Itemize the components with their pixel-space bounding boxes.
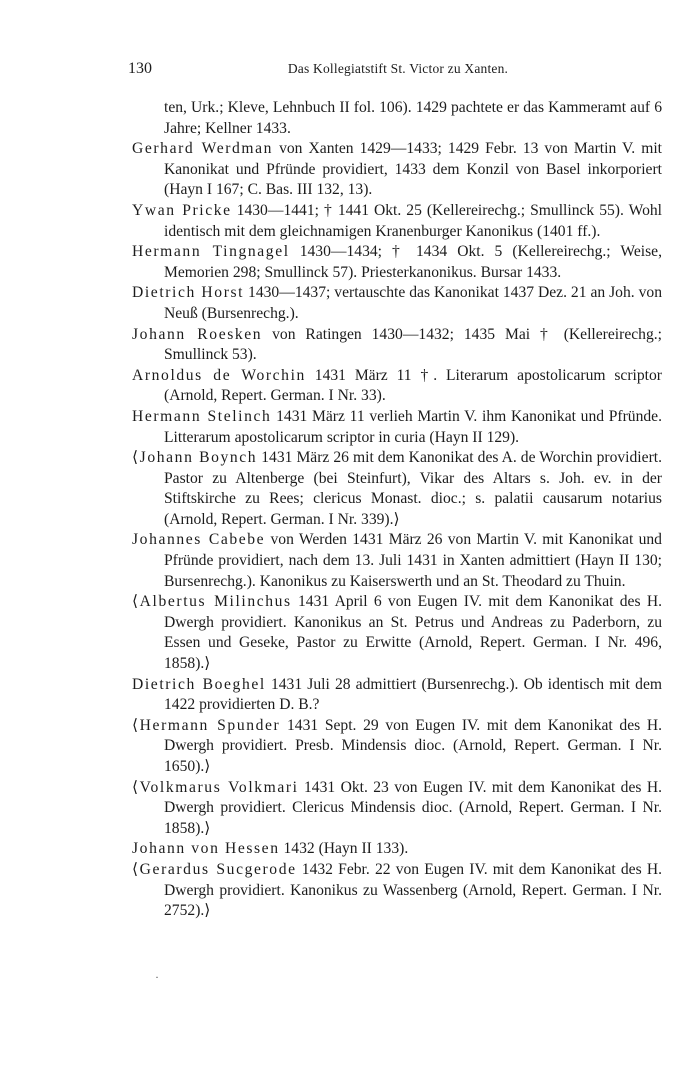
entry-name: Arnoldus de Worchin bbox=[132, 366, 306, 384]
entry-name: Hermann Stelinch bbox=[132, 407, 272, 425]
entry bbox=[132, 448, 662, 530]
entry-continuation bbox=[132, 98, 662, 139]
entry bbox=[132, 201, 662, 242]
entry-name: Johann von Hessen bbox=[132, 840, 280, 858]
entry-name: ⟨Johann Boynch bbox=[132, 449, 258, 467]
entry-text: 1431 März 11 verlieh Martin V. ihm Kanonikat und Pfründe. Litterarum apostolicarum scriptor in curia (Hayn II 129). bbox=[164, 407, 662, 446]
entry-name: Hermann Tingnagel bbox=[132, 243, 290, 261]
entry-name: Johannes Cabebe bbox=[132, 531, 266, 549]
entry-name: Gerhard Werdman bbox=[132, 140, 274, 158]
page-header bbox=[128, 60, 668, 82]
entry bbox=[132, 139, 662, 201]
entry bbox=[132, 407, 662, 448]
entry bbox=[132, 592, 662, 674]
entry-text: von Xanten 1429—1433; 1429 Febr. 13 von Martin V. mit Kanonikat und Pfründe providiert, 1433 dem Konzil von Basel inkorporiert (Hayn I 167; C. Bas. III 132, 13). bbox=[164, 140, 662, 199]
entry bbox=[132, 325, 662, 366]
entry bbox=[132, 675, 662, 716]
entry bbox=[132, 839, 662, 860]
entry-text: 1431 Juli 28 admittiert (Bursenrechg.). Ob identisch mit dem 1422 providierten D. B.? bbox=[164, 675, 663, 714]
page-number: 130 bbox=[128, 60, 152, 77]
entry-text: 1430—1441; † 1441 Okt. 25 (Kellereirechg.; Smullinck 55). Wohl identisch mit dem gleichnamigen Kranenburger Kanonikus (1401 ff.). bbox=[164, 201, 662, 240]
entry-name: Johann Roesken bbox=[132, 325, 263, 343]
entry-text: 1430—1437; vertauschte das Kanonikat 1437 Dez. 21 an Joh. von Neuß (Bursenrechg.). bbox=[164, 284, 663, 322]
entry-text: 1432 (Hayn II 133). bbox=[279, 840, 409, 858]
entry-list bbox=[132, 98, 662, 922]
entry bbox=[132, 530, 662, 592]
entry-text: von Werden 1431 März 26 von Martin V. mit Kanonikat und Pfründe providiert, nach dem 13. Juli 1431 in Xanten admittiert (Hayn II 130; Bursenrechg.). Kanonikus zu Kaiserswerth und an St. Theodard zu Thuin. bbox=[164, 531, 662, 590]
running-title: Das Kollegiatstift St. Victor zu Xanten. bbox=[287, 61, 509, 76]
entry-text: von Ratingen 1430—1432; 1435 Mai † (Kellereirechg.; Smullinck 53). bbox=[164, 325, 662, 364]
entry-text: 1431 März 26 mit dem Kanonikat des A. de Worchin providiert. Pastor zu Altenberge (bei Steinfurt), Vikar des Altars s. Joh. ev. in der Stiftskirche zu Rees; clericus Monast. dioc.; s. palatii causarum notarius (Arnold, Repert. German. I Nr. 339).⟩ bbox=[164, 449, 662, 528]
entry bbox=[132, 716, 662, 778]
entry bbox=[132, 860, 662, 922]
stray-mark: · bbox=[155, 970, 159, 984]
entry-name: ⟨Albertus Milinchus bbox=[132, 593, 292, 611]
entry-name: Dietrich Boeghel bbox=[132, 675, 266, 693]
entry-text: 1430—1434; † 1434 Okt. 5 (Kellereirechg.; Weise, Memorien 298; Smullinck 57). Priesterkanonikus. Bursar 1433. bbox=[164, 243, 662, 281]
entry-text: 1431 Okt. 23 von Eugen IV. mit dem Kanonikat des H. Dwergh providiert. Clericus Mindensis dioc. (Arnold, Repert. German. I Nr. 1858).⟩ bbox=[164, 778, 662, 837]
entry-text: ten, Urk.; Kleve, Lehnbuch II fol. 106). 1429 pachtete er das Kammeramt auf 6 Jahre; Kellner 1433. bbox=[164, 99, 662, 137]
entry bbox=[132, 283, 662, 324]
entry-name: ⟨Volkmarus Volkmari bbox=[132, 778, 299, 796]
entry-text: 1431 März 11 †. Literarum apostolicarum scriptor (Arnold, Repert. German. I Nr. 33). bbox=[164, 366, 662, 405]
entry-name: Dietrich Horst bbox=[132, 284, 245, 302]
entry-name: ⟨Gerardus Sucgerode bbox=[132, 860, 297, 878]
entry-name: Ywan Pricke bbox=[132, 201, 232, 219]
entry-text: 1431 Sept. 29 von Eugen IV. mit dem Kanonikat des H. Dwergh providiert. Presb. Mindensis dioc. (Arnold, Repert. German. I Nr. 1650).⟩ bbox=[164, 716, 662, 775]
entry bbox=[132, 366, 662, 407]
entry bbox=[132, 778, 662, 840]
entry-text: 1431 April 6 von Eugen IV. mit dem Kanonikat des H. Dwergh providiert. Kanonikus an St. Petrus und Andreas zu Paderborn, zu Essen und Geseke, Pastor zu Erwitte (Arnold, Repert. German. I Nr. 496, 1858).⟩ bbox=[164, 593, 662, 673]
entry-text: 1432 Febr. 22 von Eugen IV. mit dem Kanonikat des H. Dwergh providiert. Kanonikus zu Wassenberg (Arnold, Repert. German. I Nr. 2752).⟩ bbox=[164, 860, 662, 920]
entry bbox=[132, 242, 662, 283]
entry-name: ⟨Hermann Spunder bbox=[132, 716, 281, 734]
